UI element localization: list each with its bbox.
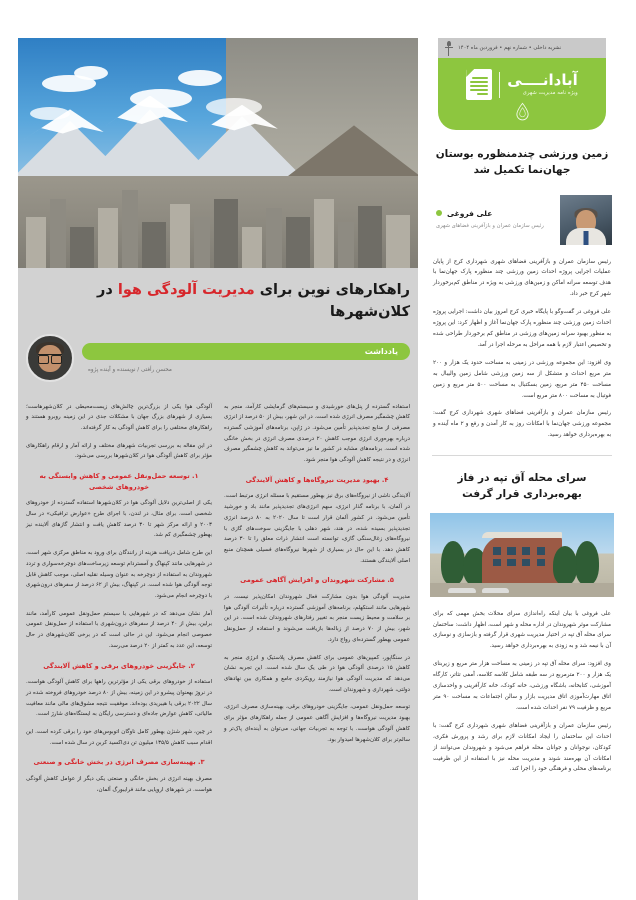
note-label: یادداشت <box>364 346 398 356</box>
section-heading-3: ۳. بهینه‌سازی مصرف انرژی در بخش خانگی و صنعتی <box>33 758 205 767</box>
note-label-pill <box>82 343 410 360</box>
divider <box>432 455 612 456</box>
author-avatar <box>26 334 74 382</box>
note-author: محسن رأفتی / نویسنده و آینده پژوه <box>88 366 172 373</box>
paragraph: رئیس سازمان عمران و بازآفرینی فضاهای شهری شهرداری کرج گفت: با احداث این ساختمان را ایجاد امکانات لازم برای رشد و پرورش فکری، کودکان، نوجوانان و جوانان محله فراهم می‌شود و شهروندان می‌توانند از امکانات آن بهره‌مند شوند و مدیریت محله نیز با استفاده از این ظرفیت برنامه‌های محلی و فرهنگی خود را اجرا کند. <box>433 722 611 773</box>
author-name: علی فروغی <box>447 208 493 218</box>
sidebar-article-2 <box>426 470 618 775</box>
bullet-dot-icon <box>436 210 442 216</box>
section-heading-4: ۴. بهبود مدیریت نیروگاه‌ها و کاهش آلایندگی <box>245 475 389 484</box>
headline-prefix: راهکارهای نوین برای <box>254 282 410 298</box>
headline-bar <box>18 268 418 330</box>
paragraph: استفاده گسترده از پنل‌های خورشیدی و سیستم‌های گرمایشی کارآمد، منجر به کاهش چشمگیر مصرف انرژی شده است. در این شهر، بیش از ۵۰ درصد از انرژی مصرفی از منابع تجدیدپذیر تأمین می‌شود. در ژاپن، برنامه‌های آموزشی گسترده درباره بهره‌وری انرژی موجب کاهش ۲۰ درصدی مصرف انرژی در بخش خانگی شده است. برنامه‌های مشابه در کشور ما نیز می‌تواند به کاهش چشمگیر مصرف انرژی و در نتیجه کاهش آلودگی هوا منجر شود. <box>224 403 410 464</box>
document-icon <box>466 69 492 100</box>
sidebar-column <box>426 38 618 883</box>
water-drop-logo <box>515 102 530 121</box>
article-column-left <box>224 402 410 900</box>
masthead <box>438 38 606 130</box>
paragraph: آمار نشان می‌دهد که در شهرهایی با سیستم حمل‌ونقل عمومی کارآمد، مانند برلین، بیش از ۴۰ درصد از سفرهای درون‌شهری با استفاده از حمل‌ونقل عمومی خصوصی انجام می‌شود. این در حالی است که در برخی کلان‌شهرهای در حال توسعه، این عدد به کمتر از ۲۰ درصد می‌رسد. <box>26 610 213 649</box>
section-heading-5: ۵. مشارکت شهروندان و افزایش آگاهی عمومی <box>240 576 394 585</box>
section-heading-1: ۱. توسعه حمل‌ونقل عمومی و کاهش وابستگی به خودروهای شخصی <box>39 472 199 491</box>
sidebar-article-1-byline <box>430 195 614 245</box>
paragraph: مدیریت آلودگی هوا بدون مشارکت فعال شهروندان امکان‌پذیر نیست. در شهرهایی مانند استکهلم، برنامه‌های آموزشی گسترده درباره تأثیرات آلودگی هوا بر سلامت و محیط زیست منجر به تغییر رفتارهای شهروندان شده است. در این شهر، بیش از ۷۰ درصد از زباله‌ها بازیافت می‌شوند و استفاده از حمل‌ونقل عمومی بهطور گسترده‌ای رواج دارد. <box>224 593 410 643</box>
sidebar-article-1 <box>426 146 618 441</box>
paragraph: وی افزود: این مجموعه ورزشی در زمینی به مساحت حدود یک هزار و ۲۰۰ متر مربع احداث و متشکل از سه زمین ورزشی شامل زمین والیبال به مساحت ۴۵۰ متر مربع، زمین بسکتبال به مساحت ۵۰۰ متر مربع و زمین فوتبال به مساحت ۸۰۰ متر مربع است. <box>433 359 611 399</box>
article-intro: آلودگی هوا یکی از بزرگ‌ترین چالش‌های زیست‌محیطی در کلان‌شهرهاست؛ بسیاری از شهرهای بزرگ جهان با مشکلات جدی در این زمینه روبرو هستند و راهکارهای مختلفی را برای کاهش آلودگی به کار گرفته‌اند. <box>26 403 212 431</box>
paragraph: در چین، شهر شنژن بهطور کامل ناوگان اتوبوس‌های خود را برقی کرده است. این اقدام سبب کاهش ۱۳۵/۵ میلیون تن دی‌اکسید کربن در سال شده است. <box>26 728 212 746</box>
article-column-right <box>26 402 212 900</box>
paragraph: علی فروغی با بیان اینکه راه‌اندازی سرای محلات بخش مهمی که برای مشارکت موثر شهروندان در اداره محله و شهر است، اظهار داشت: ساختمان سرای محله آق تپه در اختیار مدیریت شهری قرار گرفته و بازسازی و نوسازی آن با نیمه شد و به زودی به بهره‌برداری خواهد رسید. <box>432 610 611 650</box>
publication-subtitle: ویژه نامه مدیریت شهری <box>522 90 578 97</box>
paragraph: آلایندگی ناشی از نیروگاه‌های برق نیز بهطور مستقیم با مسئله انرژی مرتبط است. در آلمان، با برنامه گذار انرژی، سهم انرژی‌های تجدیدپذیر مانند باد و خورشید تأمین می‌شود. در کشور آلمان قرار است تا سال ۲۰۲۰ به ۸۰ درصد انرژی تجدیدپذیر بسیده شده، در هند، شهر دهلی با جایگزینی سوخت‌های گازی با نیروگاه‌های زغال‌سنگی گازی، توانسته است انتشار ذرات معلق را تا ۳۰ درصد کاهش دهد. با این حال در بسیاری از شهرها نیروگاه‌های فسیلی همچنان منبع اصلی آلایندگی هستند. <box>224 493 410 564</box>
masthead-issue-strip <box>438 38 606 58</box>
section-heading-2: ۲. جایگزینی خودروهای برقی و کاهش آلایندگی <box>43 661 195 670</box>
hero-photo-air-pollution <box>18 38 418 268</box>
note-band <box>18 330 418 392</box>
paragraph: علی فروغی در گفت‌وگو با پایگاه خبری کرج امروز بیان داشت: اجرایی پروژه احداث زمین ورزشی چند منظوره پارک جهان‌نما آغاز و اظهار کرد: این پروژه به منظور بهبود سرانه زمین‌های ورزشی در مناطق کم برخوردار طراحی شده و تخصیص اعتبار لازم با همه مراحل به مرحله اجرا در آمد. <box>433 309 611 348</box>
sidebar-article-1-title: زمین ورزشی چندمنظوره بوستان جهان‌نما تکمیل شد <box>435 148 609 177</box>
sidebar-article-1-body <box>430 257 614 442</box>
author-role: رئیس سازمان عمران و بازآفرینی فضاهای شهری <box>436 222 544 229</box>
sidebar-article-2-body <box>430 609 614 776</box>
article-columns <box>18 392 418 900</box>
publication-title: آبادانــــی <box>507 70 578 89</box>
paragraph: این طرح شامل دریافت هزینه از رانندگان برای ورود به مناطق مرکزی شهر است، در شهرهایی مانند کپنهاگ و آمستردام توسعه زیرساخت‌های دوچرخه‌سواری و تردد شهروندان به استفاده از دوچرخه به عنوان وسیله نقلیه اصلی، موجب کاهش قابل توجه آلودگی هوا شده است. در کپنهاگ، بیش از ۶۲ درصد از سفرهای درون‌شهری با دوچرخه انجام می‌شود. <box>26 550 212 599</box>
building-photo <box>430 513 614 597</box>
paragraph: رئیس سازمان عمران و بازآفرینی فضاهای شهری شهرداری کرج گفت: مجموعه ورزشی جهان‌نما با امکانات روز به کار آمدن و رفع و ۲ ماه آینده و به بهره‌برداری خواهد رسید. <box>433 410 611 439</box>
masthead-divider <box>499 72 500 98</box>
author-portrait <box>560 195 612 245</box>
masthead-logo-panel <box>438 58 606 130</box>
paragraph: استفاده از خودروهای برقی یکی از مؤثرترین راهها برای کاهش آلودگی هواست. در نروژ بهعنوان پیشرو در این زمینه، بیش از ۸۰ درصد خودروهای فروخته شده در سال ۲۰۲۲ برقی یا هیبریدی بوده‌اند. موفقیت نتیجه مشوق‌های مالی مانند معافیت مالیاتی، کاهش عوارض جاده‌ای و دسترسی رایگان به ایستگاه‌های شارژ است. <box>26 679 213 718</box>
paragraph: رئیس سازمان عمران و بازآفرینی فضاهای شهری شهرداری کرج از پایان عملیات اجرایی پروژه احداث زمین ورزشی چند منظوره پارک جهان‌نما با هدف توسعه سرانه اماکن و زمین‌های ورزشی به ویژه در مناطق کم‌برخوردار شهر کرج خبر داد. <box>433 258 611 298</box>
minaret-icon <box>444 41 453 56</box>
headline-suffix: در کلان‌شهرها <box>97 282 410 320</box>
paragraph: وی افزود: سرای محله آق تپه در زمینی به مساحت هزار متر مربع و زیربنای یک هزار و ۲۰۰ مترمربع در سه طبقه شامل کلاسه کلاسه، آمفی تئاتر، کارگاه آموزشی، کتابخانه، باشگاه ورزشی، خانه کودک، خانه کارآفرینی و واحدسازی اتاق مهارت‌آموزی اتاق مدیریت بازار و سالن اجتماعات به مساحت ۹۰ متر مربع و ظرفیت ۷۹ نفر احداث شده است. <box>433 661 612 711</box>
headline-highlight: مدیریت آلودگی هوا <box>117 282 255 298</box>
paragraph: یکی از اصلی‌ترین دلایل آلودگی هوا در کلان‌شهرها استفاده گسترده از خودروهای شخصی است. برای مثال، در لندن، با اجرای طرح «عوارض ترافیکی» در سال ۲۰۰۳ و ارائه مرکز شهر تا ۳۰ درصد کاهش یافت و انتشار گازهای آلاینده نیز بهطور چشمگیری کم شد. <box>26 500 212 539</box>
paragraph: مصرف بهینه انرژی در بخش خانگی و صنعتی یکی دیگر از عوامل کاهش آلودگی هواست. در شهرهای اروپایی مانند فرایبورگ آلمان، <box>26 775 212 793</box>
sidebar-article-2-title: سرای محله آق تپه در فاز بهره‌برداری قرار گرفت <box>457 472 587 501</box>
main-article <box>18 38 418 883</box>
page-title <box>26 280 410 324</box>
paragraph: توسعه حمل‌ونقل عمومی، جایگزینی خودروهای برقی، بهینه‌سازی مصرف انرژی، بهبود مدیریت نیروگاه‌ها و افزایش آگاهی عمومی از جمله راهکارهای مؤثر برای کاهش آلودگی هواست. با توجه به تجربیات جهانی، می‌توان به آینده‌ای پاک‌تر و سالم‌تر برای کلان‌شهرها امیدوار بود. <box>224 704 410 743</box>
issue-line: نشریه داخلی • شماره نهم • فروردین ماه ۱۴۰۴ <box>458 45 562 51</box>
article-intro-2: در این مقاله به بررسی تجربیات شهرهای مختلف و ارائه آمار و ارقام راهکارهای مؤثر برای کاهش آلودگی هوا در کلان‌شهرها بررسی می‌شود. <box>26 442 212 460</box>
paragraph: در سنگاپور، کمپین‌های عمومی برای کاهش مصرف پلاستیک و انرژی منجر به کاهش ۱۵ درصدی آلودگی هوا در طی یک سال شده است. این تجربه نشان می‌دهد که مدیریت آلودگی هوا نیازمند رویکردی جامع و همکاری بین نهادهای دولتی، شهرداری و شهروندان است. <box>224 654 410 693</box>
